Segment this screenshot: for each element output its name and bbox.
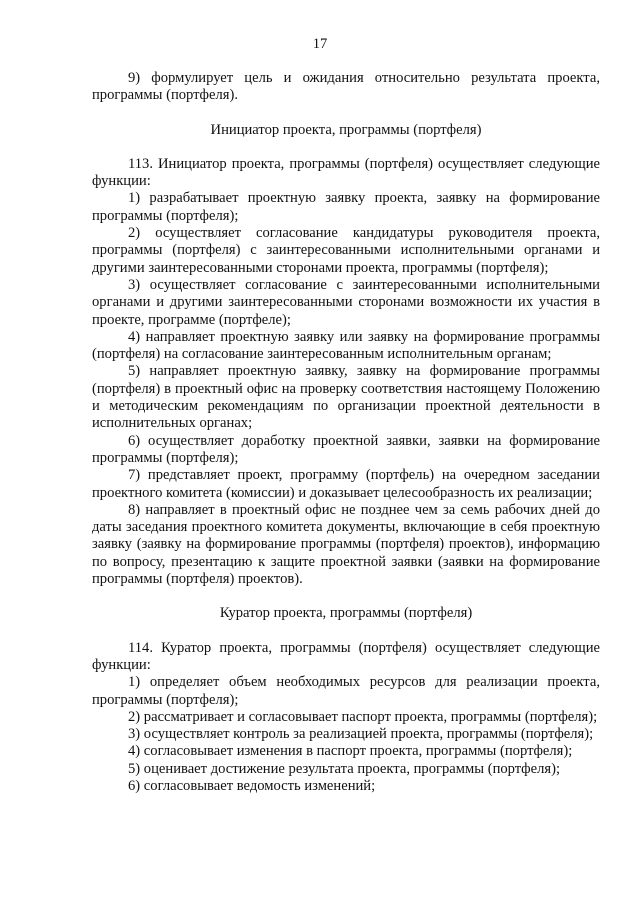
section-heading-initiator: Инициатор проекта, программы (портфеля): [210, 121, 482, 138]
page-number: 17: [312, 36, 328, 52]
paragraph-114-item-6: 6) согласовывает ведомость изменений;: [128, 777, 376, 794]
section-heading-curator: Куратор проекта, программы (портфеля): [219, 605, 473, 622]
paragraph-114-item-5: 5) оценивает достижение результата проекта, программы (портфеля);: [128, 760, 561, 777]
paragraph-113-item-6: 6) осуществляет доработку проектной заявки, заявки на формирование программы (портфеля);: [92, 432, 600, 466]
paragraph-item-9: 9) формулирует цель и ожидания относительно результата проекта, программы (портфеля).: [92, 70, 600, 104]
paragraph-114: 114. Куратор проекта, программы (портфеля) осуществляет следующие функции:: [92, 639, 600, 673]
paragraph-113-item-7: 7) представляет проект, программу (портфель) на очередном заседании проектного комитета (комиссии) и доказывает целесообразность их реализации;: [92, 467, 600, 501]
paragraph-113-item-3: 3) осуществляет согласование с заинтересованными исполнительными органами и другими заинтересованными сторонами возможности их участия в проекте, программе (портфеле);: [92, 276, 600, 328]
paragraph-113: 113. Инициатор проекта, программы (портфеля) осуществляет следующие функции:: [92, 155, 600, 190]
paragraph-114-item-3: 3) осуществляет контроль за реализацией проекта, программы (портфеля);: [128, 726, 594, 743]
paragraph-113-item-4: 4) направляет проектную заявку или заявку на формирование программы (портфеля) на согласование заинтересованным исполнительным органам;: [92, 328, 600, 363]
paragraph-114-item-4: 4) согласовывает изменения в паспорт проекта, программы (портфеля);: [128, 743, 573, 760]
document-body: [92, 70, 600, 795]
paragraph-114-item-1: 1) определяет объем необходимых ресурсов для реализации проекта, программы (портфеля);: [92, 674, 600, 708]
paragraph-113-item-5: 5) направляет проектную заявку, заявку на формирование программы (портфеля) в проектный офис на проверку соответствия настоящему Положению и методическим рекомендациям по организации проектной деятельности в исполнительных органах;: [92, 363, 600, 432]
paragraph-113-item-2: 2) осуществляет согласование кандидатуры руководителя проекта, программы (портфеля) с заинтересованными исполнительными органами и другими заинтересованными сторонами проекта, программы (портфеля);: [92, 225, 600, 276]
paragraph-114-item-2: 2) рассматривает и согласовывает паспорт проекта, программы (портфеля);: [128, 708, 598, 725]
paragraph-113-item-8: 8) направляет в проектный офис не позднее чем за семь рабочих дней до даты заседания проектного комитета документы, включающие в себя проектную заявку (заявку на формирование программы (портфеля) проектов), информацию по вопросу, презентацию к защите проектной заявки (заявки на формирование программы (портфеля) проектов).: [92, 501, 600, 588]
paragraph-113-item-1: 1) разрабатывает проектную заявку проекта, заявку на формирование программы (портфеля);: [92, 190, 600, 224]
